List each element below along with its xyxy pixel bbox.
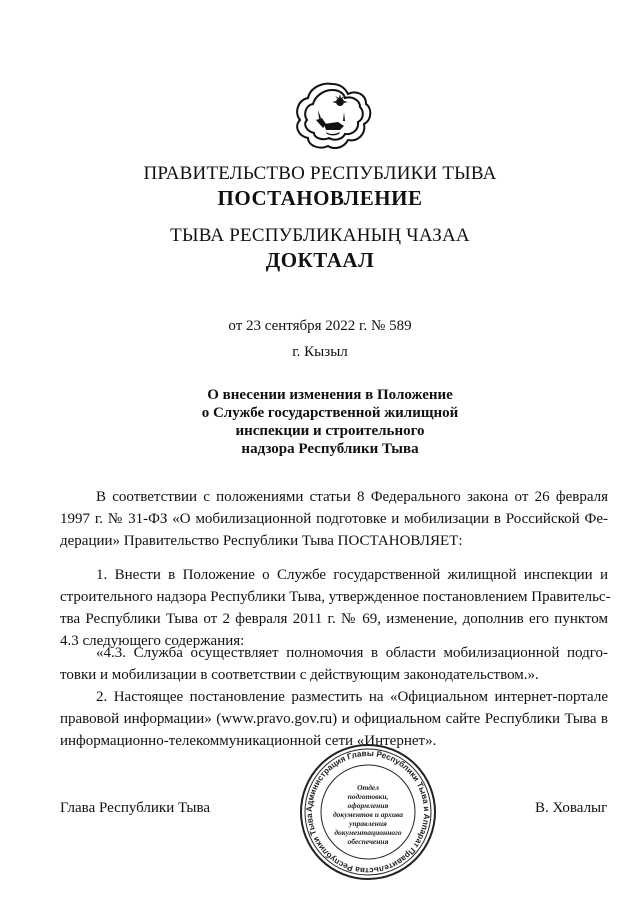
text-line: 1997 г. № 31-ФЗ «О мобилизационной подготовке и мобилизации в Российской Фе- bbox=[60, 511, 608, 527]
title-line: О внесении изменения в Положение bbox=[207, 387, 453, 403]
text-line: дерации» Правительство Республики Тыва ПОСТАНОВЛЯЕТ: bbox=[60, 533, 463, 549]
city: г. Кызыл bbox=[292, 344, 348, 360]
text-line: «4.3. Служба осуществляет полномочия в области мобилизационной подго- bbox=[96, 645, 608, 661]
paragraph-quote bbox=[60, 642, 608, 686]
government-name-tyva: ТЫВА РЕСПУБЛИКАНЫҢ ЧАЗАА bbox=[170, 225, 470, 246]
date-and-number: от 23 сентября 2022 г. № 589 bbox=[228, 318, 412, 334]
title-line: инспекции и строительного bbox=[235, 423, 425, 439]
stamp-ring-text: Администрация Главы Республики Тыва и Аппарат Правительства Республики Тыва bbox=[304, 748, 432, 876]
paragraph-item-1 bbox=[60, 564, 611, 652]
stamp-line: управления bbox=[349, 819, 387, 828]
text-line: 4.3 следующего содержания: bbox=[60, 633, 245, 649]
signatory-name: В. Ховалыг bbox=[535, 800, 608, 816]
stamp-line: обеспечения bbox=[347, 837, 389, 846]
stamp-line: Отдел bbox=[357, 783, 379, 792]
official-stamp bbox=[298, 742, 438, 882]
text-line: правовой информации» (www.pravo.gov.ru) и официальном сайте Республики Тыва в bbox=[60, 711, 608, 727]
text-line: 2. Настоящее постановление разместить на «Официальном интернет-портале bbox=[96, 689, 608, 705]
document-type: ПОСТАНОВЛЕНИЕ bbox=[217, 186, 423, 210]
title-line: о Службе государственной жилищной bbox=[201, 405, 459, 421]
stamp-line: оформления bbox=[347, 801, 389, 810]
republic-emblem bbox=[292, 80, 372, 152]
document-type-tyva: ДОКТААЛ bbox=[265, 248, 375, 272]
stamp-line: документов и архива bbox=[332, 810, 404, 819]
stamp-line: документационного bbox=[334, 828, 402, 837]
text-line: 1. Внести в Положение о Службе государственной жилищной инспекции и bbox=[96, 567, 608, 583]
signatory-position: Глава Республики Тыва bbox=[60, 800, 211, 816]
text-line: строительного надзора Республики Тыва, утвержденное постановлением Правительс- bbox=[60, 589, 611, 605]
text-line: информационно-телекоммуникационной сети «Интернет». bbox=[60, 733, 437, 749]
paragraph-preamble bbox=[60, 486, 608, 552]
title-line: надзора Республики Тыва bbox=[241, 441, 419, 457]
text-line: тва Республики Тыва от 2 февраля 2011 г. № 69, изменение, дополнив его пунктом bbox=[60, 611, 608, 627]
text-line: товки и мобилизации в соответствии с действующим законодательством.». bbox=[60, 667, 539, 683]
document-title bbox=[160, 386, 500, 458]
stamp-line: подготовки, bbox=[347, 792, 389, 801]
text-line: В соответствии с положениями статьи 8 Федерального закона от 26 февраля bbox=[96, 489, 608, 505]
government-name: ПРАВИТЕЛЬСТВО РЕСПУБЛИКИ ТЫВА bbox=[143, 163, 497, 184]
